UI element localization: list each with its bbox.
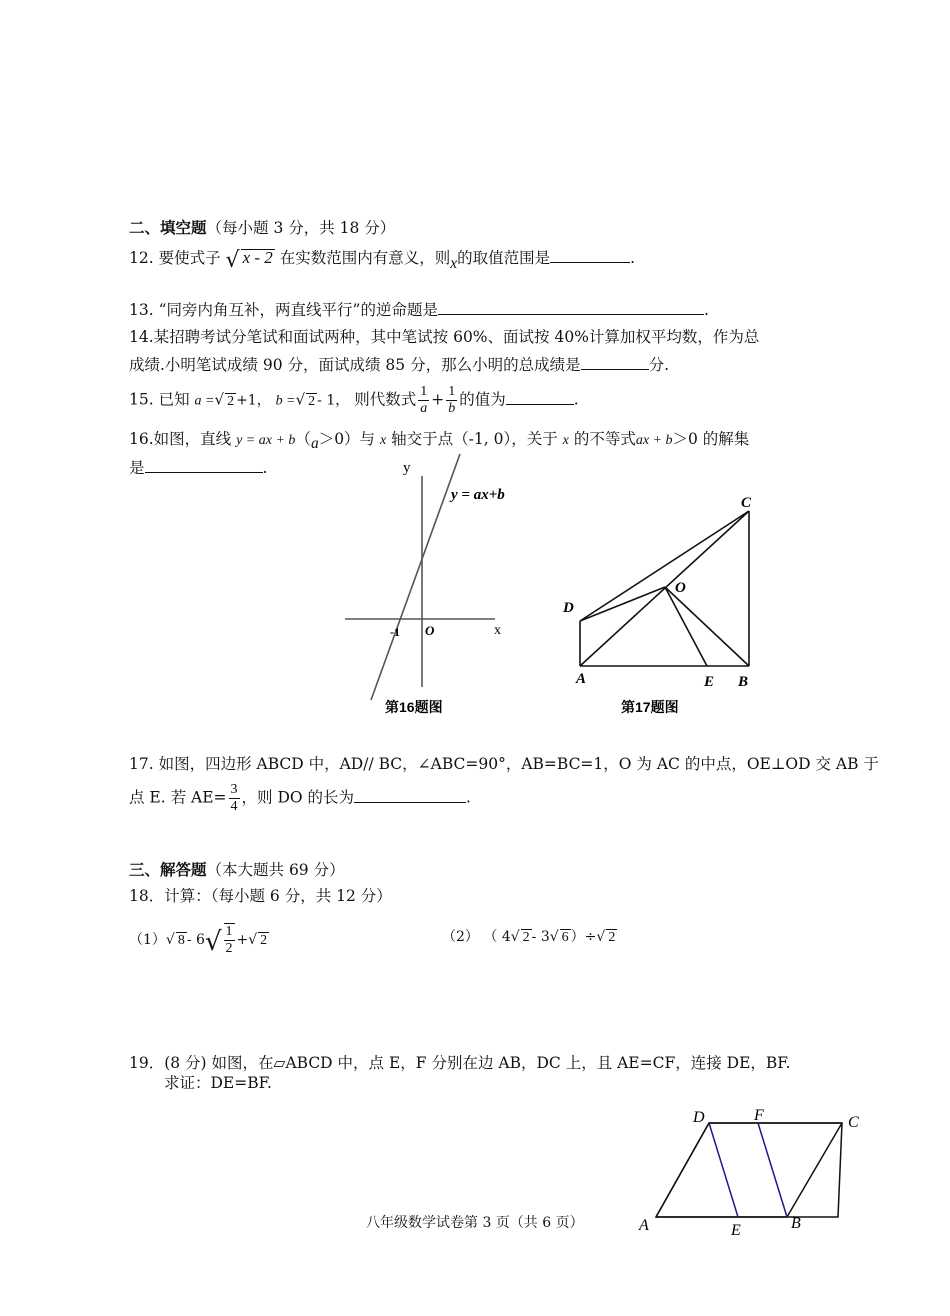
fig19-label-b: B bbox=[791, 1215, 801, 1232]
q15-text-2: 则代数式 bbox=[354, 390, 417, 409]
q18-p1-radicand-1: 8 bbox=[177, 933, 185, 948]
q16-line-2 bbox=[129, 456, 267, 478]
q18-p2-open: （ 4 bbox=[483, 929, 511, 945]
fig19-label-e: E bbox=[731, 1222, 741, 1239]
q14-unit: 分. bbox=[648, 356, 670, 374]
figure-16 bbox=[335, 452, 535, 727]
q15-b-rhs: - 1， bbox=[317, 392, 350, 409]
q12-var: x bbox=[450, 255, 458, 272]
fig19-segment-de bbox=[709, 1123, 738, 1217]
figure-17 bbox=[555, 488, 775, 723]
q15-a-rhs: +1， bbox=[236, 392, 271, 409]
q16-cond-open: （ bbox=[295, 430, 311, 448]
q15-fraction-1: $\frac{1}{a}$ bbox=[420, 384, 428, 416]
q15-a-radicand: 2 bbox=[227, 393, 235, 409]
q17-text-3: ，则 DO 的长为 bbox=[241, 788, 355, 807]
question-12: 12. 要使式子 √ x - 2 在实数范围内有意义，则x的取值范围是 . bbox=[129, 248, 636, 273]
q17-line-1 bbox=[129, 752, 879, 774]
q16-equation: y = ax + b bbox=[236, 433, 296, 448]
fig17-segment-dc bbox=[580, 511, 749, 621]
q15-number: 15. bbox=[129, 390, 154, 409]
q18-p2-radicand-1: 2 bbox=[522, 930, 530, 945]
q16-x-var: x bbox=[380, 433, 387, 448]
q13-number: 13. bbox=[129, 301, 154, 319]
question-13 bbox=[129, 298, 709, 320]
q15-answer-blank[interactable] bbox=[506, 389, 574, 405]
fig19-segment-fb bbox=[758, 1123, 787, 1217]
q16-text-2: 轴交于点（-1, 0），关于 bbox=[391, 430, 558, 448]
section-2-note: （每小题 3 分，共 18 分） bbox=[206, 219, 396, 237]
q19-line-2: 求证：DE=BF. bbox=[164, 1074, 272, 1092]
fig17-caption: 第17题图 bbox=[621, 699, 679, 715]
fig19-label-a: A bbox=[639, 1217, 649, 1234]
q12-text-3: 的取值范围是 bbox=[457, 249, 551, 267]
fig16-line-label: y = ax+b bbox=[451, 487, 505, 503]
fig17-segment-oe bbox=[665, 587, 707, 666]
q18-p2-minus: - 3 bbox=[531, 929, 550, 945]
q12-answer-blank[interactable] bbox=[550, 247, 630, 263]
q18-p1-plus: + bbox=[236, 932, 249, 948]
q17-fraction: $\frac{3}{4}$ bbox=[230, 782, 238, 814]
q17-end: . bbox=[466, 788, 471, 807]
q16-condition: ＞0）与 bbox=[318, 430, 376, 448]
q15-text: 已知 bbox=[158, 390, 190, 409]
fig17-segment-ob bbox=[665, 587, 749, 666]
fig17-segment-do bbox=[580, 587, 665, 621]
q18-part-1-label: （1） bbox=[129, 932, 166, 948]
q12-number: 12. bbox=[129, 249, 154, 267]
section-3-heading bbox=[129, 858, 345, 880]
q18-p2-radicand-3: 2 bbox=[608, 930, 616, 945]
question-15: 15. 已知 a =√ 2 +1， b =√ 2 - 1， 则代数式 $\frac{1}{a}$ + $\frac{1}{b}$ 的值为 . bbox=[129, 384, 579, 416]
section-3-title: 三、解答题 bbox=[129, 860, 207, 879]
q15-text-3: 的值为 bbox=[459, 390, 506, 409]
fig19-side-cb bbox=[787, 1123, 842, 1217]
q17-number: 17. bbox=[129, 755, 154, 773]
q15-b-radicand: 2 bbox=[308, 393, 316, 409]
q18-p1-radicand-2: 2 bbox=[260, 933, 268, 948]
q18-part-2: （2） （ 4√ 2 - 3√ 6 ）÷√ 2 bbox=[442, 929, 616, 945]
fig17-label-o: O bbox=[675, 580, 686, 596]
q13-end: . bbox=[703, 301, 709, 319]
q18-p2-radicand-2: 6 bbox=[561, 930, 569, 945]
q15-a-lhs: a = bbox=[194, 393, 215, 409]
q18-p1-minus: - 6 bbox=[186, 932, 205, 948]
q16-cond-a: a bbox=[310, 435, 319, 452]
q13-answer-blank[interactable] bbox=[438, 299, 704, 315]
q18-p1-fraction: $\frac{1}{2}$ bbox=[225, 924, 233, 956]
q15-b-lhs: b = bbox=[275, 393, 296, 409]
q19-line-1: 19．(8 分) 如图，在▱ABCD 中，点 E，F 分别在边 AB，DC 上，且 AE=CF，连接 DE，BF. bbox=[129, 1054, 791, 1072]
fig16-origin-label: O bbox=[425, 623, 435, 638]
q12-text: 要使式子 bbox=[158, 249, 221, 267]
q15-plus: + bbox=[431, 390, 445, 409]
q12-end: . bbox=[630, 249, 636, 267]
fig17-label-d: D bbox=[563, 600, 574, 616]
q13-text: “同旁内角互补，两直线平行”的逆命题是 bbox=[158, 301, 438, 319]
q14-line-2 bbox=[129, 353, 669, 375]
q15-end: . bbox=[573, 390, 579, 409]
q18-part-1: （1）√ 8 - 6√ $\frac{1}{2}$ +√ 2 bbox=[129, 924, 268, 957]
q18-part-2-label: （2） bbox=[442, 929, 479, 945]
section-3-note: （本大题共 69 分） bbox=[206, 861, 345, 879]
q18-heading: 18．计算：（每小题 6 分，共 12 分） bbox=[129, 887, 392, 905]
q16-inequality: ax + b bbox=[635, 433, 673, 448]
q16-x-var-2: x bbox=[562, 433, 569, 448]
q17-text: 如图，四边形 ABCD 中，AD// BC，∠ABC=90°，AB=BC=1，O 为 AC 的中点，OE⊥OD 交 AB 于 bbox=[158, 755, 879, 773]
q14-text: 成绩.小明笔试成绩 90 分，面试成绩 85 分，那么小明的总成绩是 bbox=[129, 356, 581, 374]
fig19-label-f: F bbox=[754, 1107, 764, 1124]
q15-fraction-2: $\frac{1}{b}$ bbox=[448, 384, 456, 416]
fig19-label-c: C bbox=[848, 1114, 859, 1131]
page-footer: 八年级数学试卷第 3 页（共 6 页） bbox=[366, 1215, 584, 1231]
fig16-y-label: y bbox=[403, 460, 411, 476]
section-2-heading bbox=[129, 216, 395, 238]
q16-end: . bbox=[262, 459, 268, 477]
figure-19 bbox=[630, 1100, 870, 1250]
q12-radicand: x - 2 bbox=[242, 248, 273, 267]
q17-answer-blank[interactable] bbox=[354, 787, 466, 803]
q16-text-4: ＞0 的解集 bbox=[672, 430, 750, 448]
q16-text-5: 是 bbox=[129, 459, 145, 477]
q14-line-1: 14.某招聘考试分笔试和面试两种，其中笔试按 60%、面试按 40%计算加权平均数，作为总 bbox=[129, 328, 760, 346]
q17-line-2 bbox=[129, 782, 471, 815]
q16-answer-blank[interactable] bbox=[145, 457, 263, 473]
fig16-caption: 第16题图 bbox=[385, 699, 443, 715]
fig17-label-c: C bbox=[741, 495, 752, 511]
fig19-label-d: D bbox=[693, 1109, 705, 1126]
fig17-label-b: B bbox=[738, 674, 749, 690]
q16-text-3: 的不等式 bbox=[573, 430, 636, 448]
q16-text: 16.如图，直线 bbox=[129, 430, 232, 448]
fig17-label-e: E bbox=[704, 674, 715, 690]
q14-answer-blank[interactable] bbox=[581, 354, 649, 370]
q17-text-2: 点 E. 若 AE= bbox=[129, 788, 227, 807]
fig16-x-label: x bbox=[494, 623, 501, 638]
q18-p2-close: ）÷ bbox=[570, 929, 597, 945]
fig17-label-a: A bbox=[576, 671, 587, 687]
fig19-side-ad bbox=[656, 1123, 709, 1217]
fig16-tick-label: -1 bbox=[390, 625, 400, 639]
q16-line-1 bbox=[129, 427, 749, 453]
section-2-title: 二、填空题 bbox=[129, 218, 207, 237]
fig16-line bbox=[371, 454, 460, 700]
q12-text-2: 在实数范围内有意义，则 bbox=[279, 249, 451, 267]
